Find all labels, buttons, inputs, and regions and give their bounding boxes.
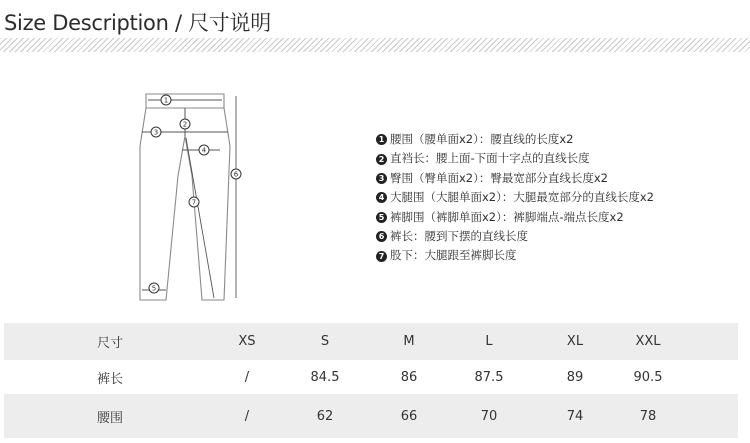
legend-item: [376, 130, 654, 149]
legend-text: 直裆长：腰上面-下面十字点的直线长度: [390, 151, 590, 166]
legend-number-badge: 4: [376, 192, 387, 203]
legend-number-badge: 3: [376, 173, 387, 184]
pants-waistband: [146, 94, 224, 108]
marker-3: [151, 127, 161, 137]
table-row: [4, 394, 738, 438]
legend-number-badge: 1: [376, 134, 387, 145]
marker-7-label: 7: [191, 198, 197, 207]
legend-text: 臀围（臀单面x2）：臀最宽部分直线长度x2: [390, 170, 608, 185]
table-cell: /: [244, 369, 250, 385]
legend-number-badge: 6: [376, 231, 387, 242]
marker-4: [199, 145, 209, 155]
pants-left-leg: [140, 108, 188, 300]
marker-7: [189, 197, 199, 207]
legend-item: [376, 169, 654, 188]
table-row: [4, 360, 738, 394]
header-cell-s: S: [320, 334, 330, 349]
legend-item: [376, 149, 654, 168]
legend-number-badge: 2: [376, 154, 387, 165]
marker-2: [180, 119, 190, 129]
legend-number-badge: 7: [376, 251, 387, 262]
row-label: 裤长: [96, 371, 123, 387]
table-cell: 87.5: [474, 369, 504, 385]
legend-item: [376, 188, 654, 207]
marker-3-label: 3: [153, 128, 159, 137]
legend-text: 股下：大腿跟至裤脚长度: [390, 248, 517, 263]
marker-1-label: 1: [163, 96, 169, 105]
table-cell: 70: [480, 408, 498, 424]
page-title: Size Description / 尺寸说明: [4, 11, 271, 35]
table-cell: 62: [316, 408, 334, 424]
table-cell: 90.5: [633, 369, 663, 385]
header-cell-xxl: XXL: [635, 334, 661, 349]
legend-text: 腰围（腰单面x2）：腰直线的长度x2: [390, 132, 574, 146]
legend-text: 裤脚围（裤脚单面x2）：裤脚端点-端点长度x2: [390, 209, 624, 224]
table-cell: 84.5: [310, 369, 340, 385]
header-cell-l: L: [485, 334, 493, 349]
legend-item: [376, 208, 654, 227]
pants-diagram: [128, 86, 248, 308]
legend-text: 大腿围（大腿单面x2）：大腿最宽部分的直线长度x2: [390, 190, 654, 205]
measurement-legend: [376, 130, 654, 266]
table-cell: 86: [400, 369, 418, 385]
header-cell-size: 尺寸: [96, 336, 123, 351]
table-cell: 89: [566, 369, 584, 385]
marker-1: [161, 95, 171, 105]
marker-4-label: 4: [201, 146, 207, 155]
marker-6: [231, 169, 241, 179]
marker-5-label: 5: [151, 284, 157, 293]
marker-6-label: 6: [233, 170, 239, 179]
legend-text: 裤长：腰到下摆的直线长度: [390, 228, 528, 243]
hatched-divider: [0, 38, 750, 52]
size-table: [4, 323, 738, 438]
table-cell: /: [244, 408, 250, 424]
size-table-header: [4, 323, 738, 360]
table-cell: 66: [400, 408, 418, 424]
marker-5: [149, 283, 159, 293]
row-label: 腰围: [96, 410, 123, 426]
legend-item: [376, 246, 654, 265]
table-cell: 74: [566, 408, 584, 424]
header-cell-xs: XS: [238, 334, 256, 349]
legend-item: [376, 227, 654, 246]
legend-number-badge: 5: [376, 212, 387, 223]
table-cell: 78: [639, 408, 657, 424]
marker-2-label: 2: [182, 120, 188, 129]
header-cell-m: M: [403, 334, 415, 349]
header-cell-xl: XL: [566, 334, 584, 349]
